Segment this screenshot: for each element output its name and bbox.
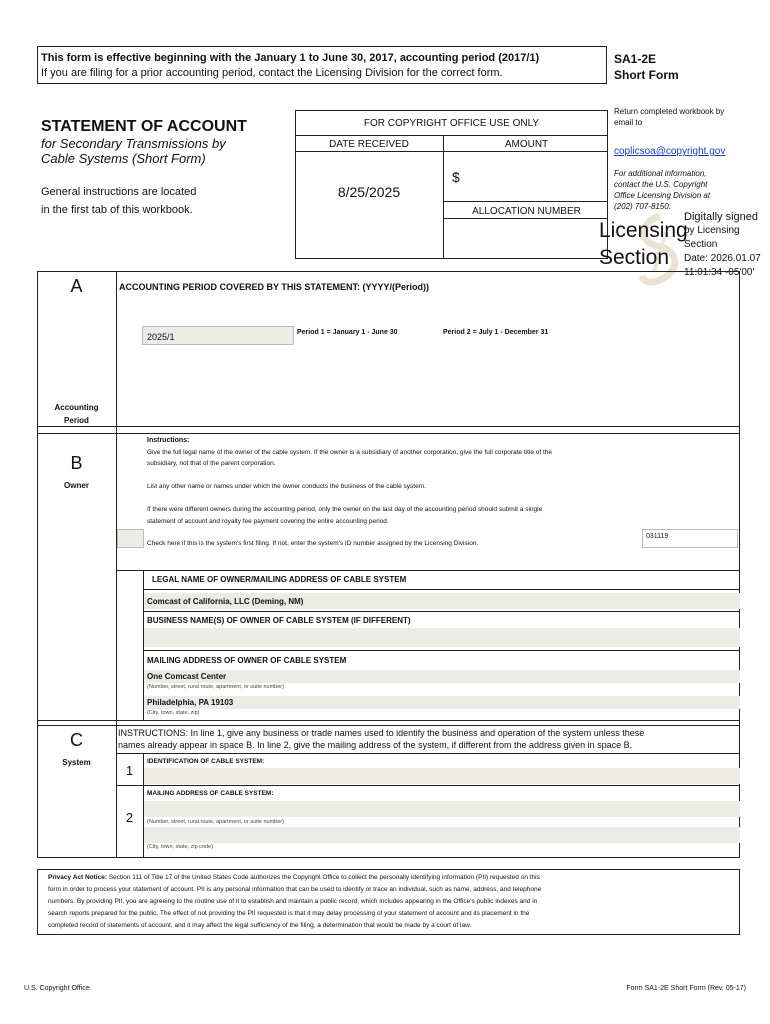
banner-line-1: This form is effective beginning with the January 1 to June 30, 2017, accounting period (2017/1): [41, 52, 540, 64]
privacy-notice-line-2: form in order to process your statement of account. PII is any personal information that can be used to identify or trace an individual, such as name, address, and telephone: [48, 886, 542, 893]
date-received-value: 8/25/2025: [337, 184, 401, 200]
amount-dollar-sign: $: [452, 169, 460, 185]
section-b-label: Owner: [64, 481, 89, 490]
form-type: Short Form: [614, 68, 679, 82]
owner-instructions-3: List any other name or names under which the owner conducts the business of the cable system.: [147, 483, 426, 490]
signature-detail-4: Date: 2026.01.07: [684, 253, 761, 264]
general-instructions-1: General instructions are located: [41, 186, 197, 198]
cable-system-address-hint-2: (City, town, state, zip code): [147, 844, 213, 850]
cable-system-address-line-2[interactable]: [144, 827, 740, 843]
accounting-period-heading: ACCOUNTING PERIOD COVERED BY THIS STATEMENT: (YYYY/(Period)): [119, 282, 430, 292]
page-title: STATEMENT OF ACCOUNT: [41, 118, 247, 135]
privacy-notice-line-1: [48, 874, 540, 881]
signature-name-2: Section: [599, 246, 670, 269]
allocation-number-label: ALLOCATION NUMBER: [472, 206, 581, 217]
owner-mailing-label: MAILING ADDRESS OF OWNER OF CABLE SYSTEM: [147, 656, 347, 665]
owner-instructions-5: statement of account and royalty fee payment covering the entire accounting period.: [147, 518, 389, 525]
period-1-note: Period 1 = January 1 - June 30: [297, 329, 398, 336]
page-subtitle-2: Cable Systems (Short Form): [41, 151, 206, 166]
owner-instructions-4: If there were different owners during the accounting period, only the owner on the last day of the accounting period should submit a single: [147, 506, 543, 513]
privacy-notice-line-3: numbers. By providing PII, you are agreeing to the routine use of it to establish and maintain a public record, which includes appearing in the Office's public indexes and in: [48, 898, 538, 905]
privacy-notice-line-5: completed record of statements of account, and it may affect the legal sufficiency of the filing, a determination that would be made by a court of law.: [48, 922, 472, 929]
period-2-note: Period 2 = July 1 - December 31: [443, 329, 549, 336]
signature-detail-3: Section: [684, 239, 718, 250]
section-b-letter: B: [70, 453, 83, 473]
privacy-notice-text-1: Section 111 of Title 17 of the United States Code authorizes the Copyright Office to collect the personally identifying information (PII) requested on this: [107, 874, 540, 881]
contact-info-4: (202) 707-8150.: [614, 202, 671, 211]
contact-info-1: For additional information,: [614, 169, 707, 178]
owner-address-hint-1: (Number, street, rural route, apartment, or suite number): [147, 684, 284, 690]
business-name-field[interactable]: [144, 628, 740, 647]
cable-system-address-hint-1: (Number, street, rural route, apartment, or suite number): [147, 819, 284, 825]
footer-form-rev: Form SA1-2E Short Form (Rev. 05-17): [626, 985, 746, 992]
signature-detail-2: by Licensing: [684, 225, 740, 236]
section-c-letter: C: [70, 730, 83, 750]
section-c-label: System: [62, 758, 91, 767]
signature-name-1: Licensing: [599, 219, 688, 242]
contact-info-3: Office Licensing Division at: [614, 191, 711, 200]
banner-line-2: If you are filing for a prior accounting period, contact the Licensing Division for the correct form.: [41, 67, 503, 79]
footer-office: U.S. Copyright Office: [24, 985, 90, 992]
owner-legal-name-field[interactable]: Comcast of California, LLC (Deming, NM): [144, 593, 740, 609]
privacy-notice-label: Privacy Act Notice:: [48, 874, 108, 881]
line-2-number: 2: [125, 810, 134, 825]
owner-address-line-1[interactable]: One Comcast Center: [144, 670, 740, 683]
system-instructions-2: names already appear in space B. In line 2, give the mailing address of the system, if different from the address given in space B.: [118, 740, 633, 750]
cable-system-id-field[interactable]: [144, 768, 740, 784]
first-filing-checkbox[interactable]: [117, 529, 144, 548]
system-id-field[interactable]: 031119: [642, 529, 738, 548]
business-name-label: BUSINESS NAME(S) OF OWNER OF CABLE SYSTEM (IF DIFFERENT): [147, 616, 411, 625]
return-workbook-text-1: Return completed workbook by: [614, 107, 725, 116]
legal-name-label: LEGAL NAME OF OWNER/MAILING ADDRESS OF CABLE SYSTEM: [152, 575, 407, 584]
form-code: SA1-2E: [614, 52, 657, 66]
owner-instructions-1: Give the full legal name of the owner of the cable system. If the owner is a subsidiary of another corporation, give the full corporate title of the: [147, 449, 553, 456]
email-link[interactable]: coplicsoa@copyright.gov: [614, 146, 726, 157]
section-a-label-1: Accounting: [54, 403, 99, 412]
signature-detail-1: Digitally signed: [684, 211, 758, 223]
section-a-letter: A: [70, 276, 83, 296]
office-use-header: FOR COPYRIGHT OFFICE USE ONLY: [363, 118, 540, 129]
line-1-number: 1: [125, 763, 134, 778]
system-instructions-1: INSTRUCTIONS: In line 1, give any business or trade names used to identify the business and operation of the system unless these: [118, 728, 645, 738]
page-subtitle-1: for Secondary Transmissions by: [41, 136, 226, 151]
owner-address-line-2[interactable]: Philadelphia, PA 19103: [144, 696, 740, 709]
general-instructions-2: in the first tab of this workbook.: [41, 204, 193, 216]
amount-label: AMOUNT: [504, 139, 549, 150]
section-a-label-2: Period: [64, 416, 89, 425]
privacy-notice-line-4: search reports prepared for the public. The effect of not providing the PII requested is that it may delay processing of your statement of account and its placement in the: [48, 910, 530, 917]
owner-instructions-2: subsidiary, not that of the parent corporation.: [147, 460, 276, 467]
date-received-label: DATE RECEIVED: [329, 139, 409, 150]
signature-detail-5: 11:01:34 -05'00': [684, 267, 755, 278]
cable-system-id-label: IDENTIFICATION OF CABLE SYSTEM:: [147, 758, 265, 765]
accounting-period-input[interactable]: 2025/1: [142, 326, 294, 345]
owner-address-hint-2: (City, town, state, zip): [147, 710, 200, 716]
first-filing-text: Check here if this is the system's first filing. If not, enter the system's ID number assigned by the Licensing Division.: [147, 540, 479, 547]
owner-instructions-title: Instructions:: [147, 437, 190, 444]
cable-system-mailing-label: MAILING ADDRESS OF CABLE SYSTEM:: [147, 790, 274, 797]
contact-info-2: contact the U.S. Copyright: [614, 180, 708, 189]
return-workbook-text-2: email to: [614, 118, 643, 127]
cable-system-address-line-1[interactable]: [144, 801, 740, 817]
